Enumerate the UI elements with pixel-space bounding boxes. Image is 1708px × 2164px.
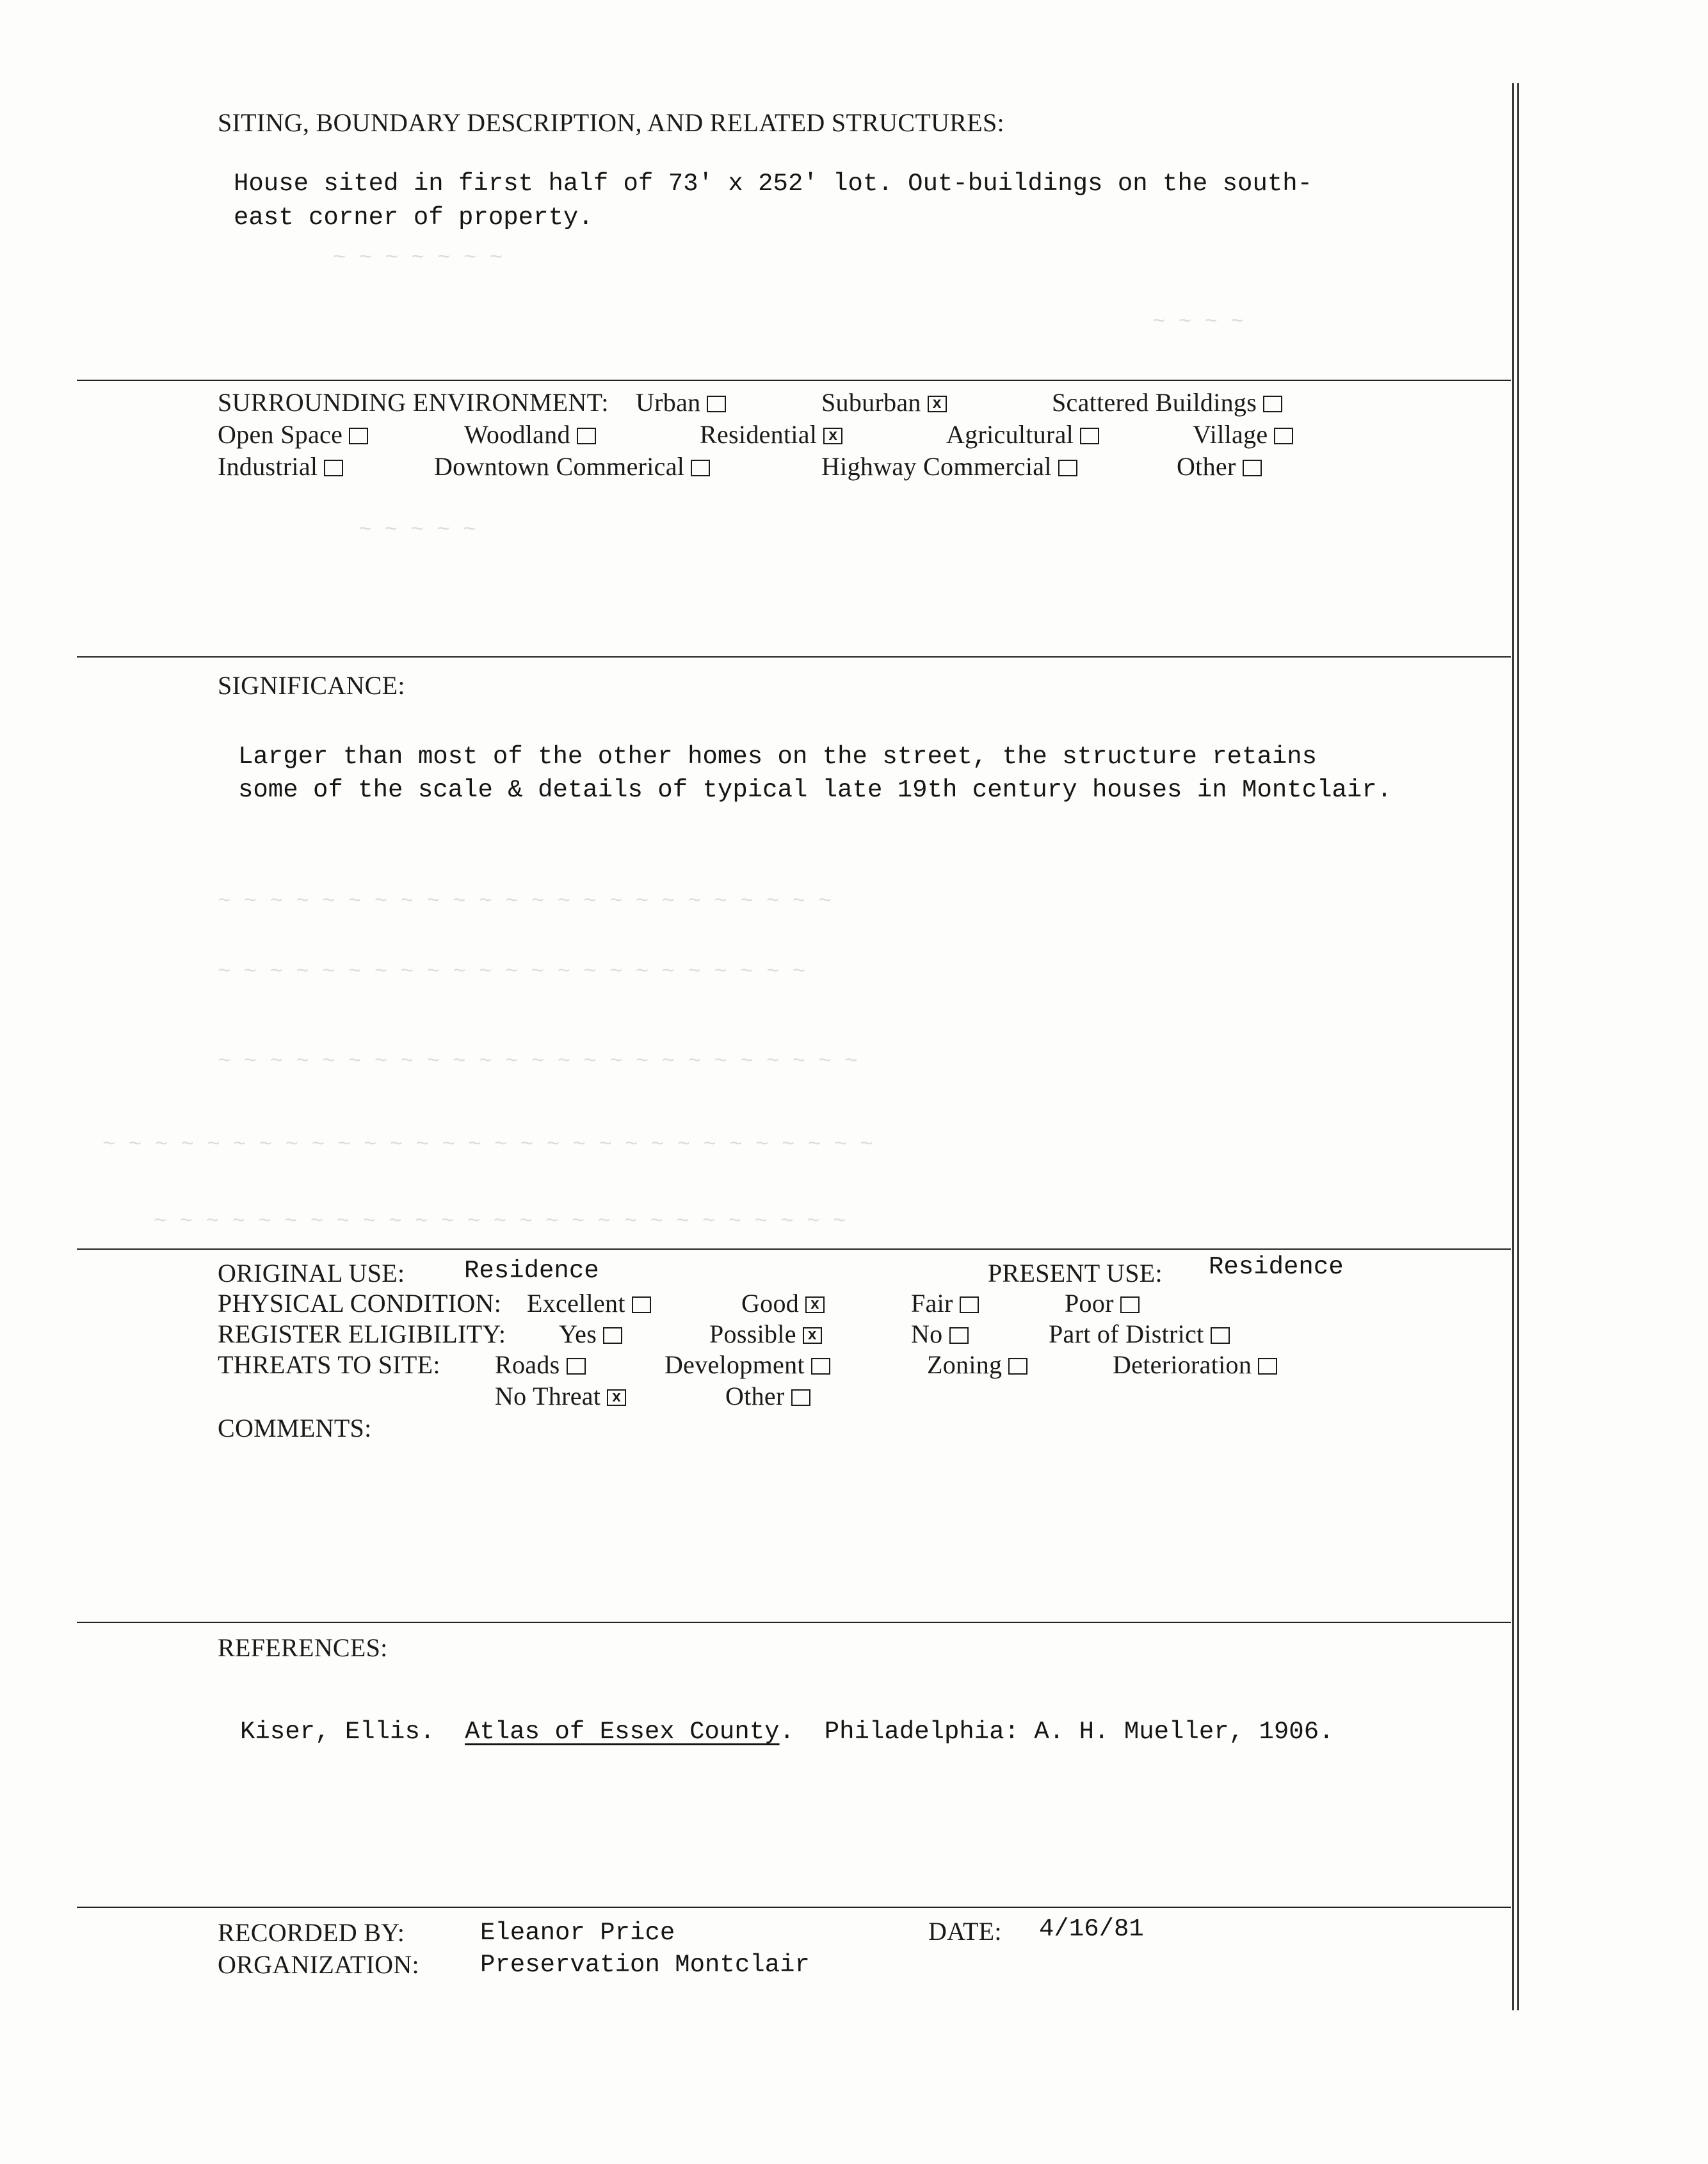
env-option-open-space[interactable]: Open Space bbox=[218, 419, 368, 449]
checkbox[interactable] bbox=[707, 396, 726, 412]
checkbox[interactable] bbox=[1080, 428, 1099, 444]
bleed-through: ~ ~ ~ ~ ~ ~ ~ ~ ~ ~ ~ ~ ~ ~ ~ ~ ~ ~ ~ ~ ~ ~ ~ ~ ~ bbox=[218, 1050, 858, 1074]
significance-text-line2: some of the scale & details of typical late 19th century houses in Montclair. bbox=[238, 776, 1392, 804]
eligibility-option-possible[interactable]: Possiblex bbox=[709, 1319, 822, 1349]
checkbox[interactable] bbox=[949, 1327, 969, 1344]
reference-title: Atlas of Essex County bbox=[465, 1718, 780, 1746]
threats-label: THREATS TO SITE: bbox=[218, 1350, 440, 1379]
checkbox[interactable] bbox=[803, 1327, 822, 1344]
environment-heading: SURROUNDING ENVIRONMENT: bbox=[218, 388, 609, 417]
condition-option-poor[interactable]: Poor bbox=[1065, 1288, 1140, 1318]
section-divider bbox=[77, 380, 1511, 381]
physical-condition-label: PHYSICAL CONDITION: bbox=[218, 1289, 502, 1318]
checkbox[interactable] bbox=[1058, 460, 1077, 476]
checkbox[interactable] bbox=[1263, 396, 1282, 412]
organization-value: Preservation Montclair bbox=[480, 1951, 810, 1979]
eligibility-option-part-of-district[interactable]: Part of District bbox=[1049, 1319, 1230, 1349]
bleed-through: ~ ~ ~ ~ ~ ~ ~ ~ ~ ~ ~ ~ ~ ~ ~ ~ ~ ~ ~ ~ ~ ~ ~ ~ ~ ~ ~ ~ ~ ~ bbox=[102, 1133, 873, 1158]
checkbox[interactable] bbox=[607, 1389, 626, 1406]
checkbox[interactable] bbox=[823, 428, 842, 444]
threat-option-roads[interactable]: Roads bbox=[495, 1350, 586, 1380]
checkbox[interactable] bbox=[805, 1296, 825, 1313]
checkbox[interactable] bbox=[960, 1296, 979, 1313]
organization-label: ORGANIZATION: bbox=[218, 1950, 419, 1979]
reference-entry bbox=[240, 1718, 1334, 1746]
env-option-woodland[interactable]: Woodland bbox=[464, 419, 596, 449]
env-option-agricultural[interactable]: Agricultural bbox=[946, 419, 1099, 449]
significance-heading: SIGNIFICANCE: bbox=[218, 671, 405, 700]
condition-option-good[interactable]: Goodx bbox=[741, 1288, 825, 1318]
bleed-through: ~ ~ ~ ~ ~ bbox=[359, 519, 476, 543]
right-margin-rule bbox=[1517, 83, 1519, 2010]
checkbox[interactable] bbox=[691, 460, 710, 476]
checkbox[interactable] bbox=[811, 1358, 830, 1375]
date-label: DATE: bbox=[928, 1917, 1002, 1946]
reference-author: Kiser, Ellis. bbox=[240, 1718, 435, 1746]
present-use-label: PRESENT USE: bbox=[988, 1259, 1163, 1288]
section-divider bbox=[77, 1248, 1511, 1250]
checkbox[interactable] bbox=[577, 428, 596, 444]
bleed-through: ~ ~ ~ ~ ~ ~ ~ ~ ~ ~ ~ ~ ~ ~ ~ ~ ~ ~ ~ ~ ~ ~ ~ ~ bbox=[218, 890, 832, 914]
eligibility-option-yes[interactable]: Yes bbox=[559, 1319, 622, 1349]
original-use-label: ORIGINAL USE: bbox=[218, 1259, 405, 1288]
bleed-through: ~ ~ ~ ~ ~ ~ ~ bbox=[333, 246, 503, 271]
siting-heading: SITING, BOUNDARY DESCRIPTION, AND RELATED STRUCTURES: bbox=[218, 108, 1004, 137]
checkbox[interactable] bbox=[1243, 460, 1262, 476]
env-option-other[interactable]: Other bbox=[1177, 451, 1262, 481]
references-heading: REFERENCES: bbox=[218, 1633, 388, 1662]
recorded-by-label: RECORDED BY: bbox=[218, 1918, 405, 1947]
bleed-through: ~ ~ ~ ~ ~ ~ ~ ~ ~ ~ ~ ~ ~ ~ ~ ~ ~ ~ ~ ~ ~ ~ ~ bbox=[218, 960, 806, 985]
env-option-downtown-commercial[interactable]: Downtown Commerical bbox=[434, 451, 710, 481]
threat-option-development[interactable]: Development bbox=[665, 1350, 830, 1380]
checkbox[interactable] bbox=[791, 1389, 810, 1406]
env-option-residential[interactable]: Residentialx bbox=[700, 419, 842, 449]
condition-option-excellent[interactable]: Excellent bbox=[527, 1288, 651, 1318]
section-divider bbox=[77, 1907, 1511, 1908]
checkbox[interactable] bbox=[928, 396, 947, 412]
reference-title-period: . bbox=[779, 1718, 794, 1746]
env-option-scattered-buildings[interactable]: Scattered Buildings bbox=[1052, 387, 1282, 417]
threat-option-deterioration[interactable]: Deterioration bbox=[1113, 1350, 1277, 1380]
present-use-value: Residence bbox=[1209, 1253, 1344, 1281]
env-option-village[interactable]: Village bbox=[1193, 419, 1293, 449]
checkbox[interactable] bbox=[324, 460, 343, 476]
register-eligibility-label: REGISTER ELIGIBILITY: bbox=[218, 1320, 506, 1348]
checkbox[interactable] bbox=[1120, 1296, 1140, 1313]
checkbox[interactable] bbox=[1274, 428, 1293, 444]
bleed-through: ~ ~ ~ ~ ~ ~ ~ ~ ~ ~ ~ ~ ~ ~ ~ ~ ~ ~ ~ ~ ~ ~ ~ ~ ~ ~ ~ bbox=[154, 1210, 846, 1234]
siting-text-line2: east corner of property. bbox=[234, 204, 593, 232]
condition-option-fair[interactable]: Fair bbox=[911, 1288, 979, 1318]
checkbox[interactable] bbox=[349, 428, 368, 444]
date-value: 4/16/81 bbox=[1039, 1915, 1144, 1943]
threat-option-other[interactable]: Other bbox=[725, 1381, 810, 1411]
significance-text-line1: Larger than most of the other homes on the street, the structure retains bbox=[238, 743, 1317, 771]
checkbox[interactable] bbox=[1008, 1358, 1027, 1375]
env-option-highway-commercial[interactable]: Highway Commercial bbox=[821, 451, 1077, 481]
checkbox[interactable] bbox=[1258, 1358, 1277, 1375]
env-option-suburban[interactable]: Suburbanx bbox=[821, 387, 947, 417]
section-divider bbox=[77, 1622, 1511, 1623]
checkbox[interactable] bbox=[567, 1358, 586, 1375]
recorded-by-value: Eleanor Price bbox=[480, 1919, 675, 1947]
checkbox[interactable] bbox=[603, 1327, 622, 1344]
checkbox[interactable] bbox=[632, 1296, 651, 1313]
checkbox[interactable] bbox=[1211, 1327, 1230, 1344]
env-option-urban[interactable]: Urban bbox=[636, 387, 726, 417]
reference-publisher: Philadelphia: A. H. Mueller, 1906. bbox=[824, 1718, 1334, 1746]
eligibility-option-no[interactable]: No bbox=[911, 1319, 969, 1349]
siting-text-line1: House sited in first half of 73' x 252' lot. Out-buildings on the south- bbox=[234, 170, 1313, 198]
threat-option-no-threat[interactable]: No Threatx bbox=[495, 1381, 626, 1411]
bleed-through: ~ ~ ~ ~ bbox=[1152, 311, 1244, 335]
right-margin-rule bbox=[1512, 83, 1514, 2010]
original-use-value: Residence bbox=[464, 1257, 599, 1285]
env-option-industrial[interactable]: Industrial bbox=[218, 451, 343, 481]
threat-option-zoning[interactable]: Zoning bbox=[927, 1350, 1027, 1380]
section-divider bbox=[77, 656, 1511, 658]
comments-label: COMMENTS: bbox=[218, 1414, 372, 1442]
